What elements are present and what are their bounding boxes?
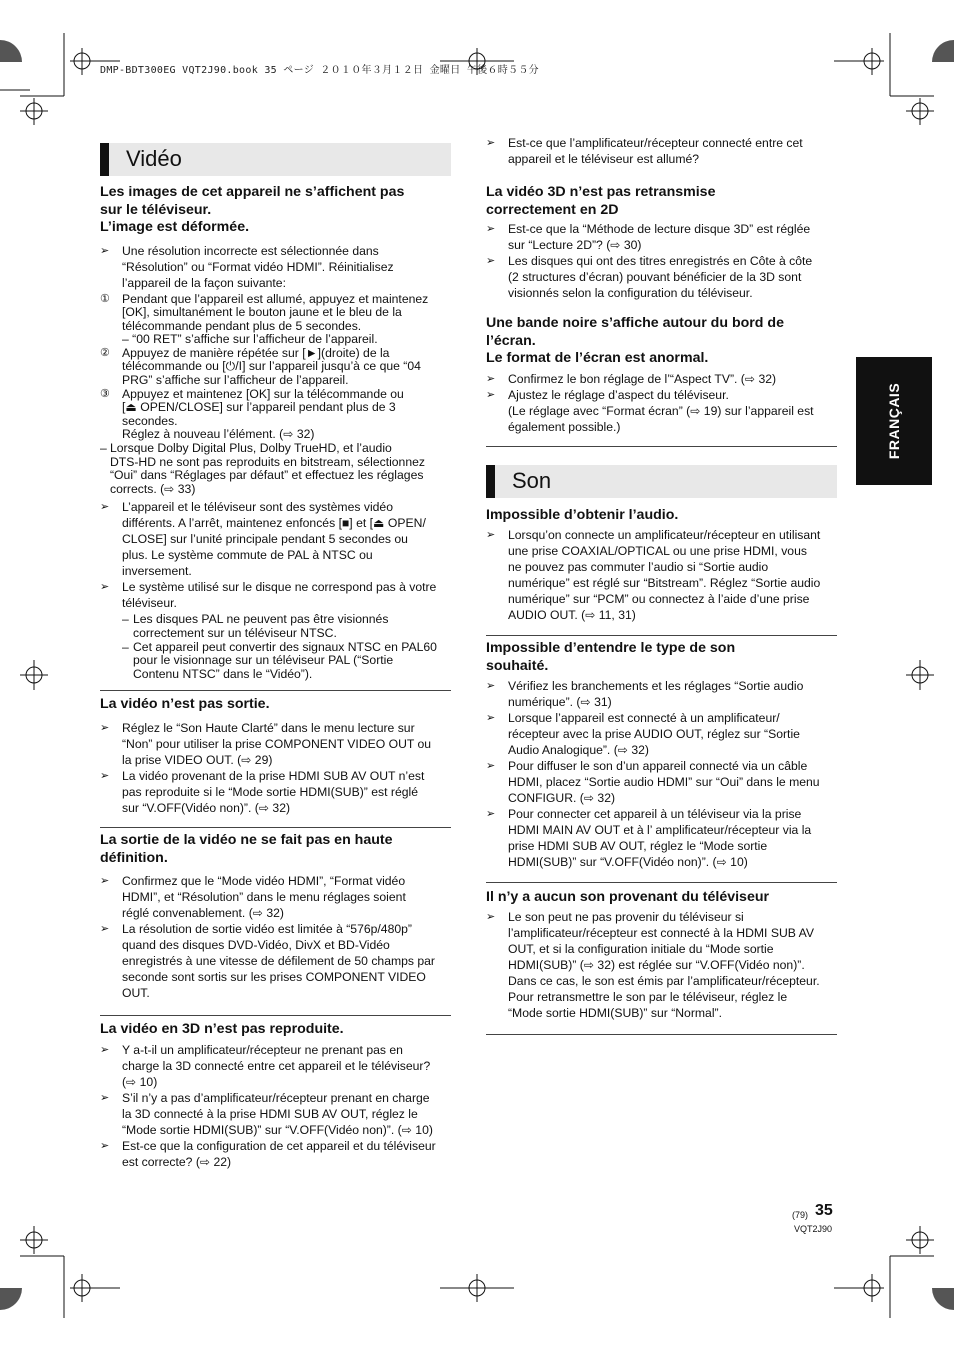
arrow-bullet-icon: ➢ xyxy=(100,1043,110,1056)
list-item: ➢ Confirmez que le “Mode vidéo HDMI”, “Format vidéo HDMI”, et “Résolution” dans le menu réglages soient réglé convenablement. (⇨ 32) xyxy=(100,874,406,920)
arrow-bullet-icon: ➢ xyxy=(486,680,496,692)
page-number: 35 xyxy=(815,1202,833,1219)
arrow-bullet-icon: ➢ xyxy=(486,137,496,149)
arrow-bullet-icon: ➢ xyxy=(100,1139,110,1152)
section-title: Son xyxy=(512,468,552,493)
arrow-bullet-icon: ➢ xyxy=(100,501,110,514)
arrow-bullet-icon: ➢ xyxy=(100,923,110,935)
arrow-bullet-icon: ➢ xyxy=(486,712,496,724)
topic-no-hd-output xyxy=(100,827,451,1001)
list-item: ➢ S’il n’y a pas d’amplificateur/récepteur prenant en charge la 3D connecté à la prise HDMI SUB AV OUT, réglez le “Mode sortie HDMI(SUB)” sur “V.OFF(Vidéo non)”. (⇨ 10) xyxy=(100,1090,433,1137)
topic-3d-not-2d xyxy=(486,184,837,301)
dash-note: – Les disques PAL ne peuvent pas être visionnés correctement sur un téléviseur NTSC. xyxy=(122,612,389,640)
list-item: ➢ La résolution de sortie vidéo est limitée à “576p/480p” quand des disques DVD-Vidéo, DivX et BD-Vidéo enregistrés à une vitesse de défilement de 50 champs par seconde sont sortis sur les prises COMPONENT VIDEO OUT. xyxy=(100,922,435,1000)
language-tab xyxy=(856,357,932,485)
list-item-numbered: ③ Appuyez et maintenez [OK] sur la télécommande ou [⏏ OPEN/CLOSE] sur l’appareil pendant plus de 3 secondes. Réglez à nouveau l’élément. (⇨ 32) xyxy=(100,386,404,442)
section-title: Vidéo xyxy=(126,146,182,171)
circled-1-icon: ① xyxy=(100,292,110,305)
list-item: ➢ Est-ce que la “Méthode de lecture disque 3D” est réglée sur “Lecture 2D”? (⇨ 30) xyxy=(486,222,811,252)
arrow-bullet-icon: ➢ xyxy=(100,769,110,782)
topic-heading: Impossible d’obtenir l’audio. xyxy=(486,507,679,523)
language-tab-label: FRANÇAIS xyxy=(886,382,902,460)
doc-code: VQT2J90 xyxy=(794,1224,833,1234)
topic-black-band xyxy=(486,315,837,435)
list-item: ➢ Réglez le “Son Haute Clarté” dans le menu lecture sur “Non” pour utiliser la prise COMPONENT VIDEO OUT ou la prise VIDEO OUT. (⇨ 29) xyxy=(100,720,432,767)
section-header-bar xyxy=(100,143,109,176)
section-header-son xyxy=(486,465,837,498)
dash-bullet: – xyxy=(122,612,129,627)
circled-3-icon: ③ xyxy=(100,387,110,400)
circled-2-icon: ② xyxy=(100,346,110,359)
list-item: ➢ Une résolution incorrecte est sélectionnée dans “Résolution” ou “Format vidéo HDMI”. Réinitialisez l’appareil de la façon suivante: xyxy=(100,243,394,290)
list-item: ➢ Y a-t-il un amplificateur/récepteur ne prenant pas en charge la 3D connecté entre cet appareil et le téléviseur? (⇨ 10) xyxy=(100,1042,431,1089)
list-item: ➢ Le système utilisé sur le disque ne correspond pas à votre téléviseur. xyxy=(100,580,437,611)
topic-3d-not-played xyxy=(100,1015,451,1170)
topic-heading: La sortie de la vidéo ne se fait pas en haute définition. xyxy=(100,832,393,866)
list-item: ➢ Pour connecter cet appareil à un téléviseur via la prise HDMI MAIN AV OUT et à l’ amplificateur/récepteur via la prise HDMI SUB AV OUT, réglez le “Mode sortie HDMI(SUB)” sur “V.OFF(Vidéo non)”. (⇨ 10) xyxy=(486,807,812,869)
topic-no-audio xyxy=(486,507,837,623)
topic-heading: La vidéo 3D n’est pas retransmise correctement en 2D xyxy=(486,184,716,218)
topic-heading: Il n’y a aucun son provenant du téléviseur xyxy=(486,889,770,905)
list-item: ➢ Les disques qui ont des titres enregistrés en Côte à côte (2 structures d’écran) pouvant bénéficier de la 3D sont visionnés selon la configuration du téléviseur. xyxy=(486,254,813,300)
list-item: ➢ Est-ce que l’amplificateur/récepteur connecté entre cet appareil et le téléviseur est allumé? xyxy=(486,136,803,166)
arrow-bullet-icon: ➢ xyxy=(486,528,496,541)
topic-heading: Une bande noire s’affiche autour du bord de l’écran. Le format de l’écran est anormal. xyxy=(486,315,784,366)
topic-images-not-shown xyxy=(100,184,451,681)
list-item: ➢ Est-ce que la configuration de cet appareil et du téléviseur est correcte? (⇨ 22) xyxy=(100,1138,436,1169)
list-item: ➢ Vérifiez les branchements et les réglages “Sortie audio numérique”. (⇨ 31) xyxy=(486,679,804,709)
dash-note: – Cet appareil peut convertir des signaux NTSC en PAL60 pour le visionnage sur un téléviseur PAL (“Sortie Contenu NTSC” dans le “Vidéo”). xyxy=(122,639,437,681)
page-ref: (79) xyxy=(792,1210,809,1220)
topic-heading: Impossible d’entendre le type de son souhaité. xyxy=(486,640,736,674)
list-item: ➢ Lorsque l’appareil est connecté à un amplificateur/ récepteur avec la prise AUDIO OUT, réglez sur “Sortie Audio Analogique”. (⇨ 32) xyxy=(486,711,800,757)
arrow-bullet-icon: ➢ xyxy=(100,244,110,257)
list-item: ➢ Pour diffuser le son d’un appareil connecté via un câble HDMI, placez “Sortie audio HDMI” sur “Oui” dans le menu CONFIGUR. (⇨ 32) xyxy=(486,759,820,805)
list-item: ➢ Lorsqu’on connecte un amplificateur/récepteur en utilisant une prise COAXIAL/OPTICAL ou une prise HDMI, vous ne pouvez pas commuter l’audio si “Sortie audio numérique” est réglé sur “Bitstream”. Réglez “Sortie audio numérique” sur “PCM” ou connectez à l’aide d’une prise AUDIO OUT. (⇨ 11, 31) xyxy=(486,527,821,622)
arrow-bullet-icon: ➢ xyxy=(486,372,496,385)
divider xyxy=(486,1034,837,1035)
list-item-numbered: ② Appuyez de manière répétée sur [►](droite) de la télécommande ou [⏻/I] sur l’appareil jusqu’à ce que “04 PRG” s’affiche sur l’afficheur de l’appareil. xyxy=(100,345,421,388)
list-item: ➢ L’appareil et le téléviseur sont des systèmes vidéo différents. A l’arrêt, maintenez enfoncés [■] et [⏏ OPEN/ CLOSE] sur l’unité principale pendant 5 secondes ou plus. Le système commute de PAL à NTSC ou inversement. xyxy=(100,500,426,579)
topic-3d-continued xyxy=(486,135,837,167)
arrow-bullet-icon: ➢ xyxy=(486,255,496,267)
list-item: ➢ Confirmez le bon réglage de l’“Aspect TV”. (⇨ 32) xyxy=(486,371,777,386)
topic-video-not-output xyxy=(100,690,451,816)
book-header: DMP-BDT300EG VQT2J90.book 35 ページ ２０１０年３月１２日 金曜日 午後６時５５分 xyxy=(100,65,539,76)
list-item: ➢ Ajustez le réglage d’aspect du téléviseur. (Le réglage avec “Format écran” (⇨ 19) sur l’appareil est également possible.) xyxy=(486,387,814,434)
topic-heading: La vidéo en 3D n’est pas reproduite. xyxy=(100,1021,344,1037)
arrow-bullet-icon: ➢ xyxy=(486,388,496,401)
arrow-bullet-icon: ➢ xyxy=(486,910,496,923)
topic-heading: Les images de cet appareil ne s’affichent pas sur le téléviseur. L’image est déformée. xyxy=(100,184,405,235)
arrow-bullet-icon: ➢ xyxy=(486,808,496,820)
list-item-numbered: ① Pendant que l’appareil est allumé, appuyez et maintenez [OK], simultanément le bouton jaune et le bleu de la télécommande pendant plus de 5 secondes. – “00 RET” s’affiche sur l’afficheur de l’appareil. xyxy=(100,291,429,347)
divider xyxy=(486,446,837,447)
arrow-bullet-icon: ➢ xyxy=(486,223,496,235)
section-header-video xyxy=(100,143,451,176)
dash-bullet: – xyxy=(100,441,107,456)
topic-no-tv-sound xyxy=(486,882,837,1021)
topic-sound-type xyxy=(486,635,837,870)
list-item: ➢ Le son peut ne pas provenir du téléviseur si l’amplificateur/récepteur est connecté à la HDMI SUB AV OUT, et si la configuration initiale du “Mode sortie HDMI(SUB)” (⇨ 32) est réglée sur “V.OFF(Vidéo non)”. Dans ce cas, le son est émis par l’amplificateur/récepteur. Pour retransmettre le son par le téléviseur, réglez le “Mode sortie HDMI(SUB)” sur “Normal”. xyxy=(486,909,820,1020)
list-item: ➢ La vidéo provenant de la prise HDMI SUB AV OUT n’est pas reproduite si le “Mode sortie HDMI(SUB)” est réglé sur “V.OFF(Vidéo non)”. (⇨ 32) xyxy=(100,768,425,815)
arrow-bullet-icon: ➢ xyxy=(100,1091,110,1104)
section-header-bar xyxy=(486,465,495,498)
arrow-bullet-icon: ➢ xyxy=(100,721,110,734)
arrow-bullet-icon: ➢ xyxy=(100,875,110,887)
dash-note: – Lorsque Dolby Digital Plus, Dolby TrueHD, et l’audio DTS-HD ne sont pas reproduits en bitstream, sélectionnez “Oui” dans “Réglages par défaut” et effectuez les réglages corrects. (⇨ 33) xyxy=(100,441,425,496)
arrow-bullet-icon: ➢ xyxy=(100,581,110,594)
dash-bullet: – xyxy=(122,639,129,654)
arrow-bullet-icon: ➢ xyxy=(486,760,496,772)
topic-heading: La vidéo n’est pas sortie. xyxy=(100,696,270,712)
